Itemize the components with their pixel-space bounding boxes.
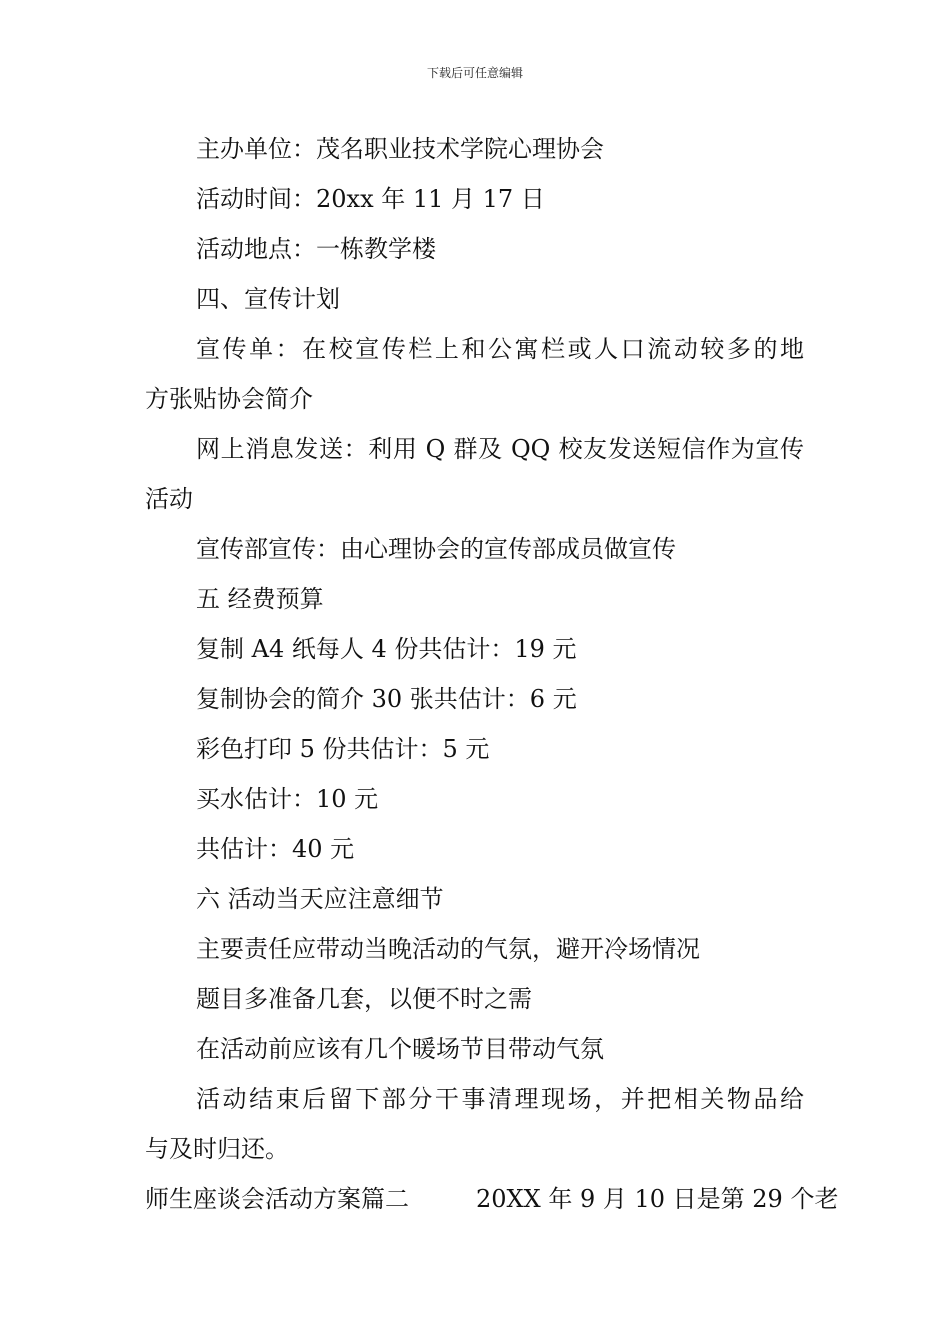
text-line-detail-questions: 题目多准备几套，以便不时之需 — [196, 985, 532, 1013]
text-line-online-message: 网上消息发送：利用 Q 群及 QQ 校友发送短信作为宣传 — [196, 435, 804, 463]
text-line-budget-brochure: 复制协会的简介 30 张共估计：6 元 — [196, 685, 577, 713]
text-line-publicity-dept: 宣传部宣传：由心理协会的宣传部成员做宣传 — [196, 535, 676, 563]
section-heading-details: 六 活动当天应注意细节 — [196, 885, 444, 913]
text-line-budget-water: 买水估计：10 元 — [196, 785, 379, 813]
page-header-note: 下载后可任意编辑 — [426, 66, 523, 80]
text-line-flyer: 宣传单：在校宣传栏上和公寓栏或人口流动较多的地 — [196, 335, 804, 363]
text-line-online-message-cont: 活动 — [145, 485, 193, 513]
text-line-activity-location: 活动地点：一栋教学楼 — [196, 235, 436, 263]
text-line-detail-cleanup: 活动结束后留下部分干事清理现场，并把相关物品给 — [196, 1085, 804, 1113]
text-line-activity-time: 活动时间：20xx 年 11 月 17 日 — [196, 185, 545, 213]
text-line-organizer: 主办单位：茂名职业技术学院心理协会 — [196, 135, 604, 163]
text-line-budget-a4: 复制 A4 纸每人 4 份共估计：19 元 — [196, 635, 577, 663]
text-line-budget-total: 共估计：40 元 — [196, 835, 355, 863]
text-line-plan-two-intro: 20XX 年 9 月 10 日是第 29 个老 — [476, 1185, 839, 1213]
text-line-flyer-cont: 方张贴协会简介 — [145, 385, 313, 413]
section-title-plan-two: 师生座谈会活动方案篇二 — [145, 1185, 409, 1213]
section-heading-publicity-plan: 四、宣传计划 — [196, 285, 340, 313]
text-line-budget-color-print: 彩色打印 5 份共估计：5 元 — [196, 735, 490, 763]
text-line-detail-warmup: 在活动前应该有几个暖场节目带动气氛 — [196, 1035, 604, 1063]
text-line-detail-cleanup-cont: 与及时归还。 — [145, 1135, 289, 1163]
text-line-detail-atmosphere: 主要责任应带动当晚活动的气氛，避开冷场情况 — [196, 935, 700, 963]
section-heading-budget: 五 经费预算 — [196, 585, 324, 613]
